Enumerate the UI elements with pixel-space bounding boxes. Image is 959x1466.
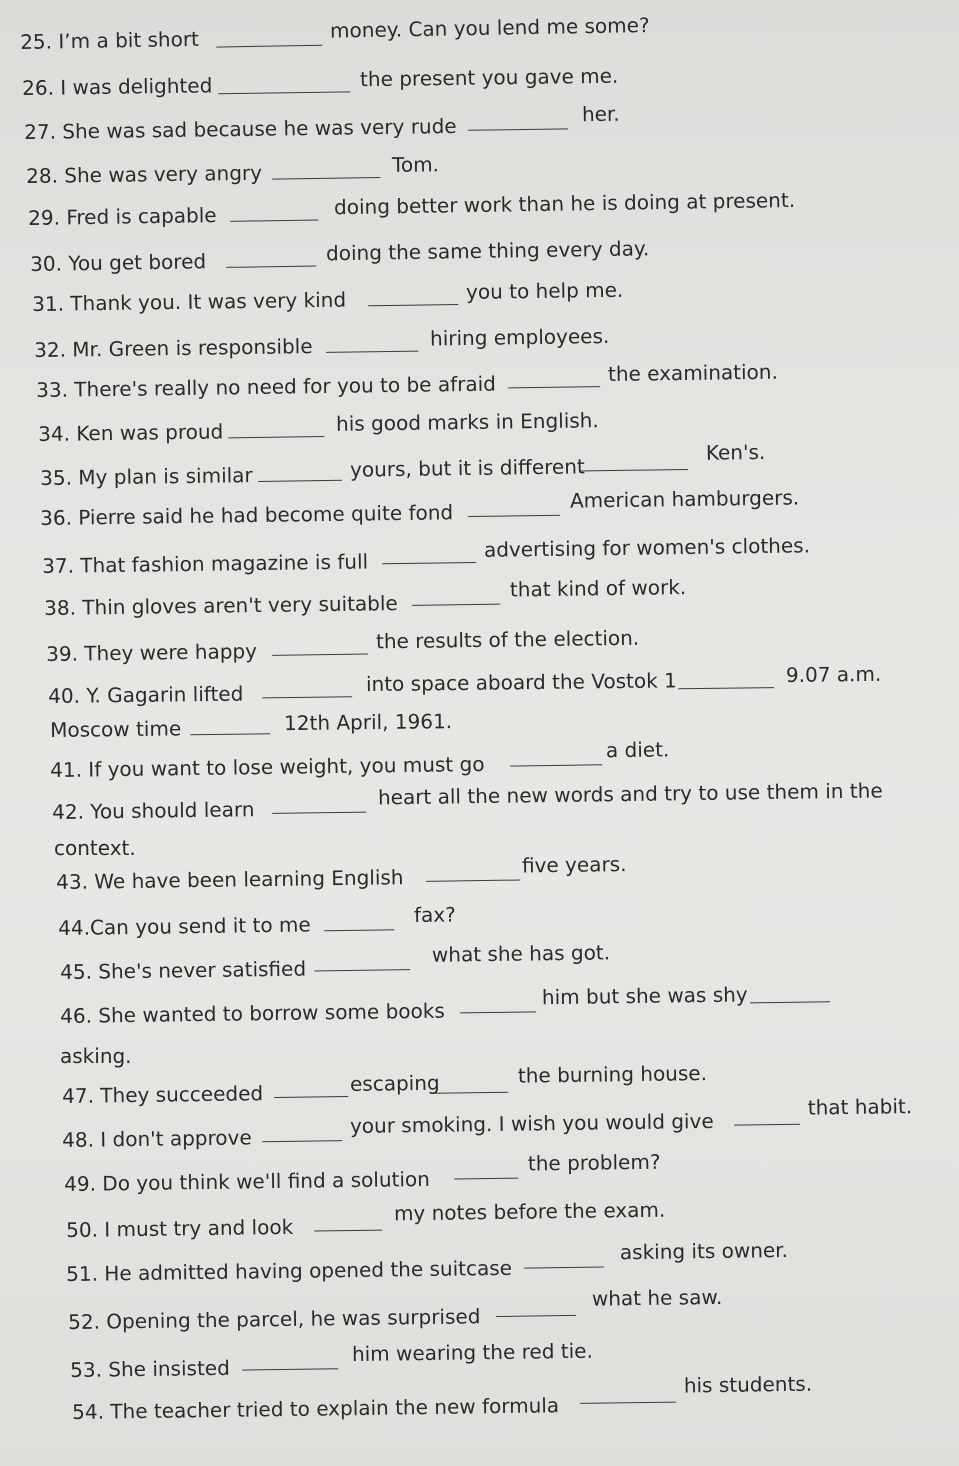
answer-blank[interactable]: [272, 812, 366, 814]
answer-blank[interactable]: [230, 219, 318, 221]
answer-blank[interactable]: [258, 480, 342, 482]
answer-blank[interactable]: [218, 91, 350, 94]
exercise-text: fax?: [413, 902, 456, 928]
answer-blank[interactable]: [734, 1124, 800, 1126]
answer-blank[interactable]: [412, 604, 500, 606]
answer-blank[interactable]: [216, 45, 322, 48]
answer-blank[interactable]: [580, 469, 688, 472]
exercise-text: 31. Thank you. It was very kind: [32, 287, 347, 316]
exercise-text: yours, but it is different: [349, 454, 585, 482]
exercise-text: 51. He admitted having opened the suitcase: [66, 1255, 513, 1286]
exercise-text: 45. She's never satisfied: [60, 956, 307, 984]
answer-blank[interactable]: [468, 128, 568, 130]
exercise-text: into space aboard the Vostok 1: [365, 668, 677, 697]
exercise-text: 30. You get bored: [30, 249, 207, 276]
exercise-text: Tom.: [391, 152, 440, 177]
exercise-text: context.: [54, 836, 136, 860]
exercise-text: American hamburgers.: [569, 485, 800, 513]
exercise-text: the results of the election.: [375, 625, 640, 654]
exercise-text: the examination.: [607, 359, 779, 387]
exercise-text: you to help me.: [465, 277, 624, 304]
answer-blank[interactable]: [426, 880, 520, 882]
answer-blank[interactable]: [262, 1140, 342, 1142]
exercise-text: advertising for women's clothes.: [483, 533, 811, 562]
exercise-text: 28. She was very angry: [26, 160, 263, 188]
exercise-text: 52. Opening the parcel, he was surprised: [68, 1304, 481, 1334]
exercise-text: what he saw.: [591, 1284, 723, 1311]
exercise-text: her.: [581, 101, 620, 127]
exercise-text: 36. Pierre said he had become quite fond: [40, 500, 454, 530]
exercise-text: the present you gave me.: [359, 63, 619, 92]
exercise-text: his students.: [683, 1371, 813, 1398]
answer-blank[interactable]: [678, 687, 774, 689]
exercise-text: 38. Thin gloves aren't very suitable: [44, 591, 398, 620]
exercise-text: what she has got.: [431, 940, 611, 967]
answer-blank[interactable]: [228, 436, 324, 438]
answer-blank[interactable]: [508, 386, 600, 388]
exercise-text: 49. Do you think we'll find a solution: [64, 1166, 431, 1196]
answer-blank[interactable]: [382, 562, 476, 564]
exercise-text: 44.Can you send it to me: [58, 912, 311, 940]
exercise-text: 43. We have been learning English: [56, 865, 404, 894]
exercise-text: Moscow time: [50, 716, 182, 742]
exercise-text: Ken's.: [705, 439, 766, 465]
exercise-text: his good marks in English.: [335, 408, 599, 436]
answer-blank[interactable]: [496, 1315, 576, 1317]
answer-blank[interactable]: [460, 1011, 536, 1013]
exercise-text: 26. I was delighted: [22, 73, 213, 100]
exercise-text: 47. They succeeded: [62, 1081, 264, 1108]
answer-blank[interactable]: [226, 266, 316, 268]
answer-blank[interactable]: [242, 1368, 338, 1370]
answer-blank[interactable]: [510, 764, 602, 766]
answer-blank[interactable]: [272, 654, 368, 656]
exercise-text: 41. If you want to lose weight, you must go: [50, 751, 485, 782]
exercise-text: doing better work than he is doing at present.: [333, 187, 796, 220]
exercise-text: my notes before the exam.: [393, 1197, 666, 1226]
exercise-text: 35. My plan is similar: [40, 463, 253, 490]
answer-blank[interactable]: [468, 515, 560, 517]
answer-blank[interactable]: [314, 1230, 382, 1232]
exercise-text: the problem?: [527, 1149, 661, 1176]
answer-blank[interactable]: [326, 351, 418, 353]
exercise-text: 40. Y. Gagarin lifted: [48, 681, 244, 708]
exercise-text: 37. That fashion magazine is full: [42, 549, 369, 578]
exercise-text: 29. Fred is capable: [28, 203, 217, 230]
answer-blank[interactable]: [272, 177, 380, 180]
exercise-text: 48. I don't approve: [62, 1125, 252, 1152]
exercise-text: 46. She wanted to borrow some books: [60, 998, 445, 1028]
exercise-text: escaping: [349, 1070, 440, 1096]
exercise-text: 33. There's really no need for you to be afraid: [36, 371, 497, 402]
exercise-text: the burning house.: [517, 1060, 708, 1088]
exercise-text: 53. She insisted: [70, 1355, 230, 1382]
exercise-text: 39. They were happy: [46, 639, 258, 666]
answer-blank[interactable]: [750, 1001, 830, 1003]
answer-blank[interactable]: [580, 1402, 676, 1404]
exercise-text: 9.07 a.m.: [785, 661, 882, 687]
exercise-text: hiring employees.: [429, 323, 610, 351]
exercise-text: asking its owner.: [619, 1237, 789, 1265]
exercise-text: heart all the new words and try to use them in the: [377, 778, 883, 810]
exercise-text: that kind of work.: [509, 575, 687, 602]
answer-blank[interactable]: [324, 929, 394, 931]
exercise-text: 25. I’m a bit short: [20, 26, 200, 54]
exercise-text: a diet.: [605, 737, 670, 763]
answer-blank[interactable]: [524, 1266, 604, 1268]
exercise-text: 32. Mr. Green is responsible: [34, 334, 313, 362]
answer-blank[interactable]: [314, 969, 410, 971]
exercise-text: 12th April, 1961.: [283, 709, 453, 736]
answer-blank[interactable]: [190, 733, 270, 735]
exercise-text: money. Can you lend me some?: [329, 13, 650, 43]
answer-blank[interactable]: [454, 1178, 518, 1180]
exercise-text: 50. I must try and look: [66, 1214, 294, 1242]
answer-blank[interactable]: [434, 1092, 508, 1094]
answer-blank[interactable]: [262, 696, 352, 698]
exercise-text: asking.: [60, 1044, 132, 1068]
exercise-text: doing the same thing every day.: [325, 236, 650, 266]
exercise-text: five years.: [521, 852, 627, 878]
exercise-text: 54. The teacher tried to explain the new formula: [72, 1393, 560, 1424]
exercise-text: 34. Ken was proud: [38, 419, 224, 446]
exercise-text: him but she was shy: [541, 982, 748, 1010]
answer-blank[interactable]: [368, 304, 458, 306]
exercise-text: 27. She was sad because he was very rude: [24, 113, 457, 144]
exercise-text: him wearing the red tie.: [351, 1338, 594, 1367]
exercise-text: that habit.: [807, 1094, 913, 1120]
exercise-text: your smoking. I wish you would give: [349, 1108, 714, 1138]
answer-blank[interactable]: [274, 1096, 348, 1098]
exercise-text: 42. You should learn: [52, 797, 255, 824]
